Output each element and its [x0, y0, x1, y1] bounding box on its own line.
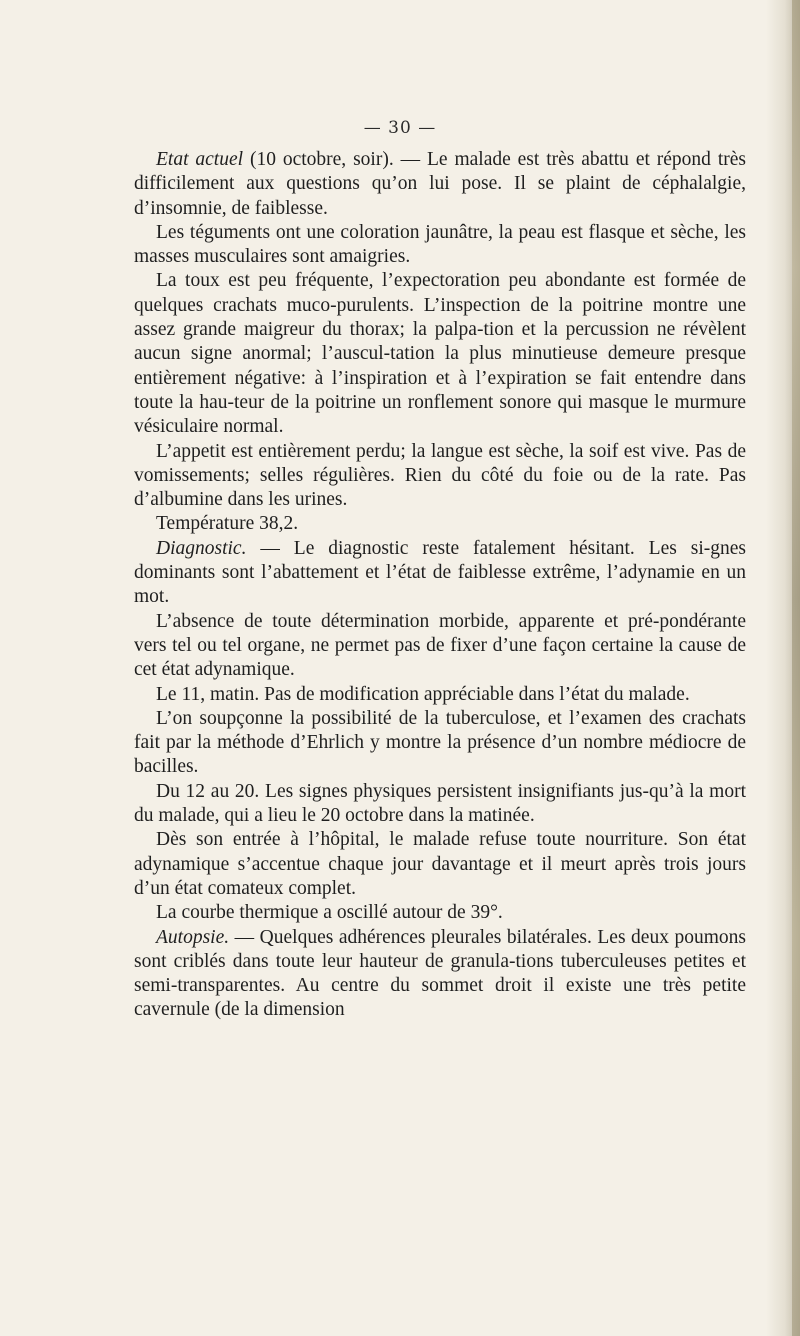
paragraph-absence	[134, 610, 746, 683]
section-lead: Autopsie.	[156, 926, 230, 948]
paragraph-le-11	[134, 683, 746, 707]
paragraph-text: — Quelques adhérences pleurales bilatérales. Les deux poumons sont criblés dans toute leur hauteur de granula-tions tuberculeuses petites et semi-transparentes. Au centre du sommet droit il existe une très petite cavernule (de la dimension	[134, 926, 746, 1021]
paragraph-appetit	[134, 440, 746, 513]
paragraph-temperature	[134, 512, 746, 536]
paragraph-text: La toux est peu fréquente, l’expectoration peu abondante est formée de quelques crachats muco-purulents. L’inspection de la poitrine montre une assez grande maigreur du thorax; la palpa-tion et la percussion ne révèlent aucun signe anormal; l’auscul-tation la plus minutieuse demeure presque entièrement négative: à l’inspiration et à l’expiration se fait entendre dans toute la hau-teur de la poitrine un ronflement sonore qui masque le murmure vésiculaire normal.	[134, 270, 746, 438]
section-lead: Diagnostic.	[156, 537, 247, 559]
paragraph-autopsie	[134, 926, 746, 1023]
paragraph-text: — Le diagnostic reste fatalement hésitant. Les si-gnes dominants sont l’abattement et l’état de faiblesse extrême, l’adynamie en un mot.	[134, 537, 746, 608]
paragraph-text: La courbe thermique a oscillé autour de 39°.	[156, 902, 503, 924]
paragraph-tuberculose	[134, 707, 746, 780]
section-lead: Etat actuel	[156, 149, 244, 170]
paragraph-text: L’appetit est entièrement perdu; la langue est sèche, la soif est vive. Pas de vomissements; selles régulières. Rien du côté du foie ou de la rate. Pas d’albumine dans les urines.	[134, 440, 746, 511]
paragraph-text: L’absence de toute détermination morbide, apparente et pré-pondérante vers tel ou tel organe, ne permet pas de fixer d’une façon certaine la cause de cet état adynamique.	[134, 610, 746, 681]
paragraph-text: Température 38,2.	[156, 513, 299, 535]
page-number: — 30 —	[363, 118, 437, 138]
paragraph-etat-actuel	[134, 148, 746, 221]
paragraph-text: L’on soupçonne la possibilité de la tuberculose, et l’examen des crachats fait par la méthode d’Ehrlich y montre la présence d’un nombre médiocre de bacilles.	[134, 707, 746, 778]
page-edge	[792, 0, 800, 1336]
paragraph-entree	[134, 828, 746, 901]
paragraph-diagnostic	[134, 537, 746, 610]
body-text	[134, 148, 746, 1023]
paragraph-text: Le 11, matin. Pas de modification appréciable dans l’état du malade.	[156, 683, 690, 705]
paragraph-toux	[134, 269, 746, 439]
paragraph-text: Du 12 au 20. Les signes physiques persistent insignifiants jus-qu’à la mort du malade, qui a lieu le 20 octobre dans la matinée.	[134, 780, 746, 827]
paragraph-courbe	[134, 901, 746, 925]
paragraph-du-12-au-20	[134, 780, 746, 829]
paragraph-text: Dès son entrée à l’hôpital, le malade refuse toute nourriture. Son état adynamique s’accentue chaque jour davantage et il meurt après trois jours d’un état comateux complet.	[134, 829, 746, 899]
paragraph-text: (10 octobre, soir). — Le malade est très abattu et répond très difficilement aux questions qu’on lui pose. Il se plaint de céphalalgie, d’insomnie, de faiblesse.	[134, 149, 746, 219]
paragraph-teguments	[134, 221, 746, 270]
paragraph-text: Les téguments ont une coloration jaunâtre, la peau est flasque et sèche, les masses musculaires sont amaigries.	[134, 221, 746, 268]
